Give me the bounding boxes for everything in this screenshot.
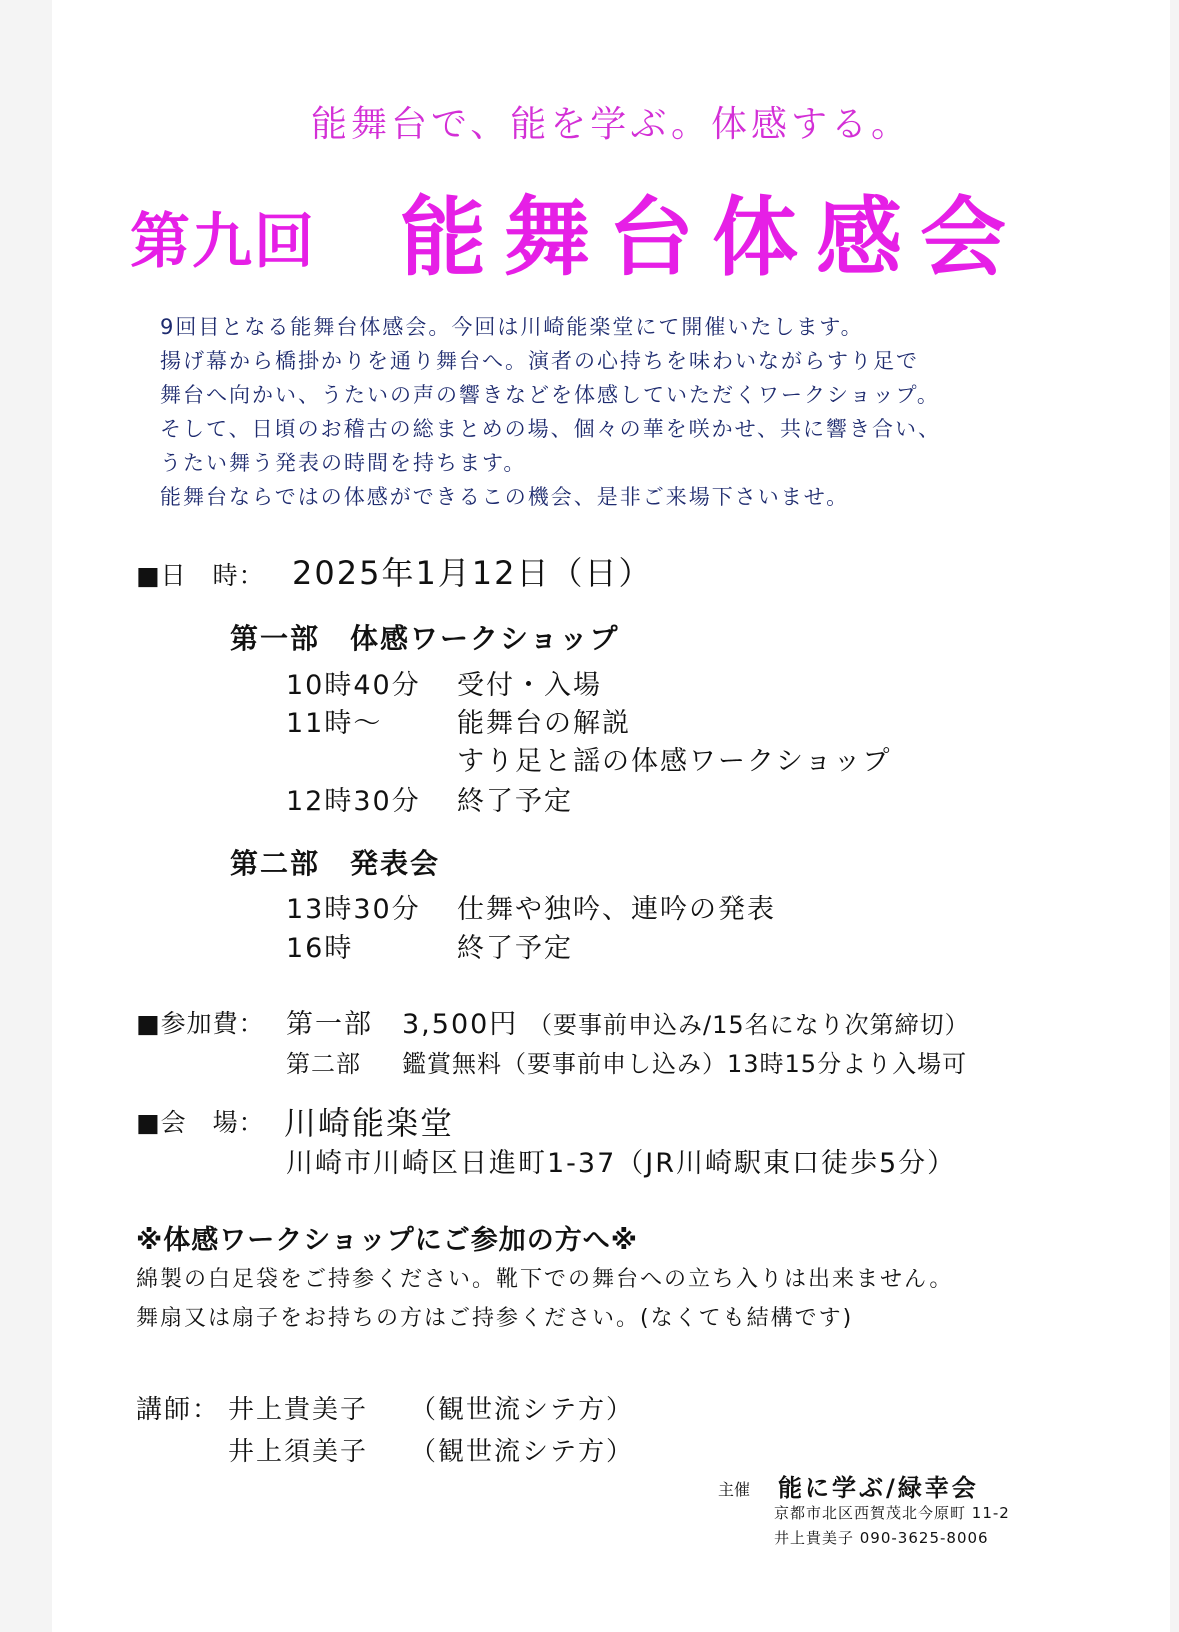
title-main: 能舞台体感会 (400, 188, 1024, 288)
part1-desc: 受付・入場 (457, 670, 602, 701)
intro-line: 舞台へ向かい、うたいの声の響きなどを体感していただくワークショップ。 (160, 383, 940, 407)
teacher-role: （観世流シテ方） (410, 1437, 635, 1467)
event-title (52, 168, 1170, 288)
fee-part2-text: 鑑賞無料（要事前申し込み）13時15分より入場可 (402, 1050, 968, 1078)
fee-part2: 第二部 (286, 1050, 361, 1078)
teacher-name: 井上貴美子 (228, 1395, 369, 1425)
title-edition: 第九回 (130, 207, 316, 277)
fee-price: 3,500円 (402, 1009, 519, 1040)
part1-desc: 能舞台の解説 (457, 708, 631, 739)
intro-line: 9回目となる能舞台体感会。今回は川崎能楽堂にて開催いたします。 (160, 315, 864, 339)
host-label: 主催 (718, 1480, 751, 1499)
teacher-role: （観世流シテ方） (410, 1395, 635, 1425)
part1-time: 12時30分 (286, 786, 421, 817)
part1-desc: 終了予定 (457, 786, 573, 817)
venue-address: 川崎市川崎区日進町1-37（JR川崎駅東口徒歩5分） (286, 1148, 957, 1179)
part2-heading: 第二部 発表会 (230, 847, 441, 880)
venue-name: 川崎能楽堂 (284, 1104, 455, 1142)
part2-desc: 終了予定 (457, 933, 573, 964)
notice-line: 舞扇又は扇子をお持ちの方はご持参ください。(なくても結構です) (136, 1306, 854, 1331)
catchphrase: 能舞台で、能を学ぶ。体感する。 (310, 104, 911, 145)
part1-desc: すり足と謡の体感ワークショップ (457, 746, 892, 777)
intro-paragraph (160, 310, 941, 514)
fee-label: ■参加費： (136, 1009, 265, 1038)
date-value: 2025年1月12日（日） (292, 554, 653, 592)
intro-line: そして、日頃のお稽古の総まとめの場、個々の華を咲かせ、共に響き合い、 (160, 417, 941, 441)
flyer-page (52, 0, 1170, 1632)
part2-time: 13時30分 (286, 894, 421, 925)
host-contact: 井上貴美子 090-3625-8006 (774, 1529, 989, 1547)
host-address: 京都市北区西賀茂北今原町 11-2 (774, 1504, 1010, 1522)
intro-line: 能舞台ならではの体感ができるこの機会、是非ご来場下さいませ。 (160, 485, 850, 509)
teacher-name: 井上須美子 (228, 1437, 369, 1467)
part2-desc: 仕舞や独吟、連吟の発表 (457, 894, 776, 925)
fee-note: （要事前申込み/15名になり次第締切） (528, 1011, 970, 1039)
part1-time: 11時～ (286, 708, 383, 739)
host-name: 能に学ぶ/緑幸会 (778, 1474, 979, 1502)
notice-heading: ※体感ワークショップにご参加の方へ※ (136, 1225, 638, 1256)
teachers-label: 講師： (136, 1395, 221, 1425)
part1-time: 10時40分 (286, 670, 421, 701)
date-label: ■日 時： (136, 561, 265, 590)
part1-heading: 第一部 体感ワークショップ (230, 622, 620, 655)
fee-part1: 第一部 (286, 1009, 373, 1040)
intro-line: うたい舞う発表の時間を持ちます。 (160, 451, 527, 475)
notice-line: 綿製の白足袋をご持参ください。靴下での舞台への立ち入りは出来ません。 (136, 1267, 954, 1292)
part2-time: 16時 (286, 933, 354, 964)
intro-line: 揚げ幕から橋掛かりを通り舞台へ。演者の心持ちを味わいながらすり足で (160, 349, 919, 373)
venue-label: ■会 場： (136, 1108, 265, 1137)
